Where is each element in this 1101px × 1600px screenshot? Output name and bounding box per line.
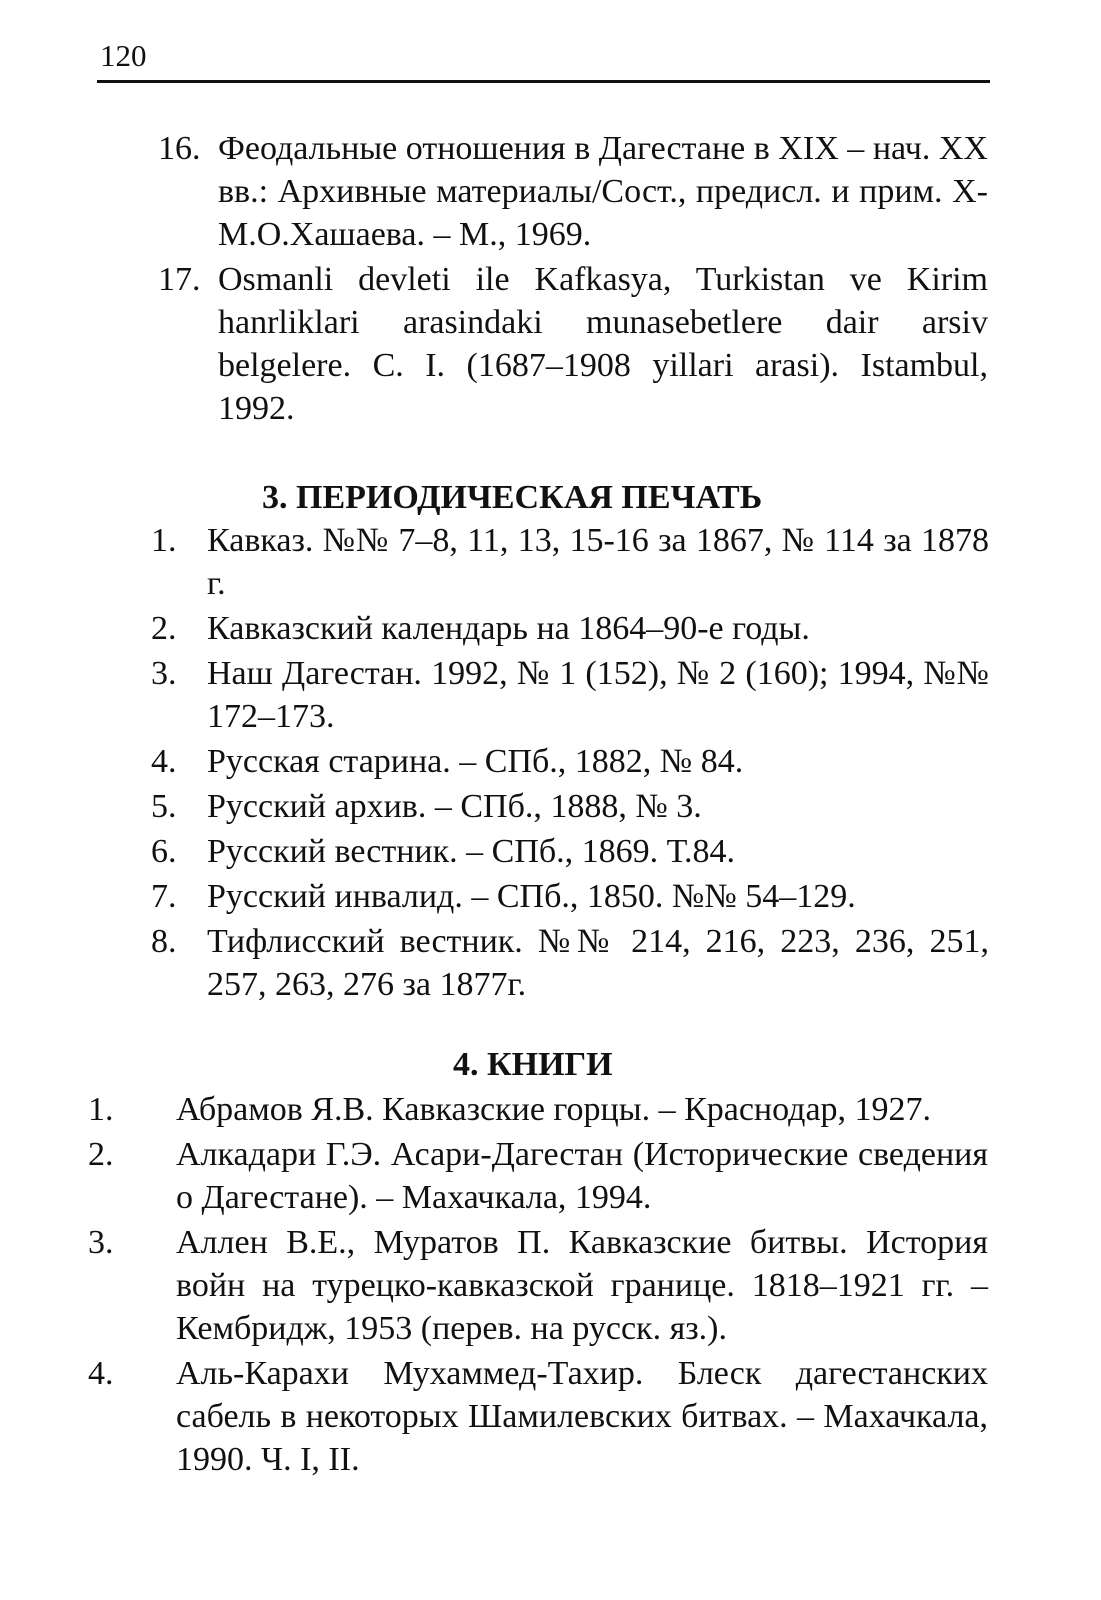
item-text: Наш Дагестан. 1992, № 1 (152), № 2 (160); 1994, №№ 172–173. xyxy=(207,655,989,735)
list-item xyxy=(88,1133,988,1219)
item-number: 2. xyxy=(151,610,177,647)
list-item xyxy=(158,258,988,430)
item-text: Osmanli devleti ile Kafkasya, Turkistan ve Kirim hanrliklari arasindaki munasebetlere dair arsiv belgelere. C. I. (1687–1908 yillari arasi). Istambul, 1992. xyxy=(218,261,988,427)
item-number: 7. xyxy=(151,878,177,915)
item-number: 8. xyxy=(151,923,177,960)
item-number: 6. xyxy=(151,833,177,870)
item-text: Русский вестник. – СПб., 1869. Т.84. xyxy=(207,833,736,870)
item-number: 2. xyxy=(88,1136,114,1173)
archive-sources-list xyxy=(158,127,988,432)
item-text: Русский инвалид. – СПб., 1850. №№ 54–129. xyxy=(207,878,856,915)
list-item xyxy=(151,785,989,828)
section-title-periodicals: 3. ПЕРИОДИЧЕСКАЯ ПЕЧАТЬ xyxy=(262,479,763,516)
item-text: Русский архив. – СПб., 1888, № 3. xyxy=(207,788,702,825)
item-text: Русская старина. – СПб., 1882, № 84. xyxy=(207,743,744,780)
list-item xyxy=(151,830,989,873)
item-text: Кавказский календарь на 1864–90-е годы. xyxy=(207,610,810,647)
list-item xyxy=(151,607,989,650)
item-number: 17. xyxy=(158,261,201,298)
item-number: 4. xyxy=(88,1355,114,1392)
item-number: 1. xyxy=(151,522,177,559)
item-text: Феодальные отношения в Дагестане в XIX – нач. XX вв.: Архивные материалы/Сост., предисл. и прим. Х-М.О.Хашаева. – М., 1969. xyxy=(218,130,988,253)
item-number: 16. xyxy=(158,130,201,167)
header-rule xyxy=(97,80,990,83)
list-item xyxy=(88,1088,988,1131)
page-number: 120 xyxy=(100,38,147,73)
list-item xyxy=(151,652,989,738)
books-list xyxy=(88,1088,988,1483)
list-item xyxy=(151,519,989,605)
item-text: Тифлисский вестник. №№ 214, 216, 223, 236, 251, 257, 263, 276 за 1877г. xyxy=(207,923,989,1003)
list-item xyxy=(88,1352,988,1481)
item-number: 1. xyxy=(88,1091,114,1128)
list-item xyxy=(151,875,989,918)
list-item xyxy=(158,127,988,256)
item-text: Аль-Карахи Мухаммед-Тахир. Блеск дагестанских сабель в некоторых Шамилевских битвах. – Махачкала, 1990. Ч. I, II. xyxy=(176,1355,988,1478)
item-text: Кавказ. №№ 7–8, 11, 13, 15-16 за 1867, № 114 за 1878 г. xyxy=(207,522,989,602)
item-text: Алкадари Г.Э. Асари-Дагестан (Исторические сведения о Дагестане). – Махачкала, 1994. xyxy=(176,1136,988,1216)
item-number: 3. xyxy=(88,1224,114,1261)
item-number: 4. xyxy=(151,743,177,780)
section-title-books: 4. КНИГИ xyxy=(453,1046,613,1083)
periodicals-list xyxy=(151,519,989,1008)
list-item xyxy=(88,1221,988,1350)
item-number: 3. xyxy=(151,655,177,692)
list-item xyxy=(151,740,989,783)
item-number: 5. xyxy=(151,788,177,825)
item-text: Абрамов Я.В. Кавказские горцы. – Краснодар, 1927. xyxy=(176,1091,932,1128)
item-text: Аллен В.Е., Муратов П. Кавказские битвы. История войн на турецко-кавказской границе. 1818–1921 гг. – Кембридж, 1953 (перев. на русск. яз.). xyxy=(176,1224,988,1347)
list-item xyxy=(151,920,989,1006)
